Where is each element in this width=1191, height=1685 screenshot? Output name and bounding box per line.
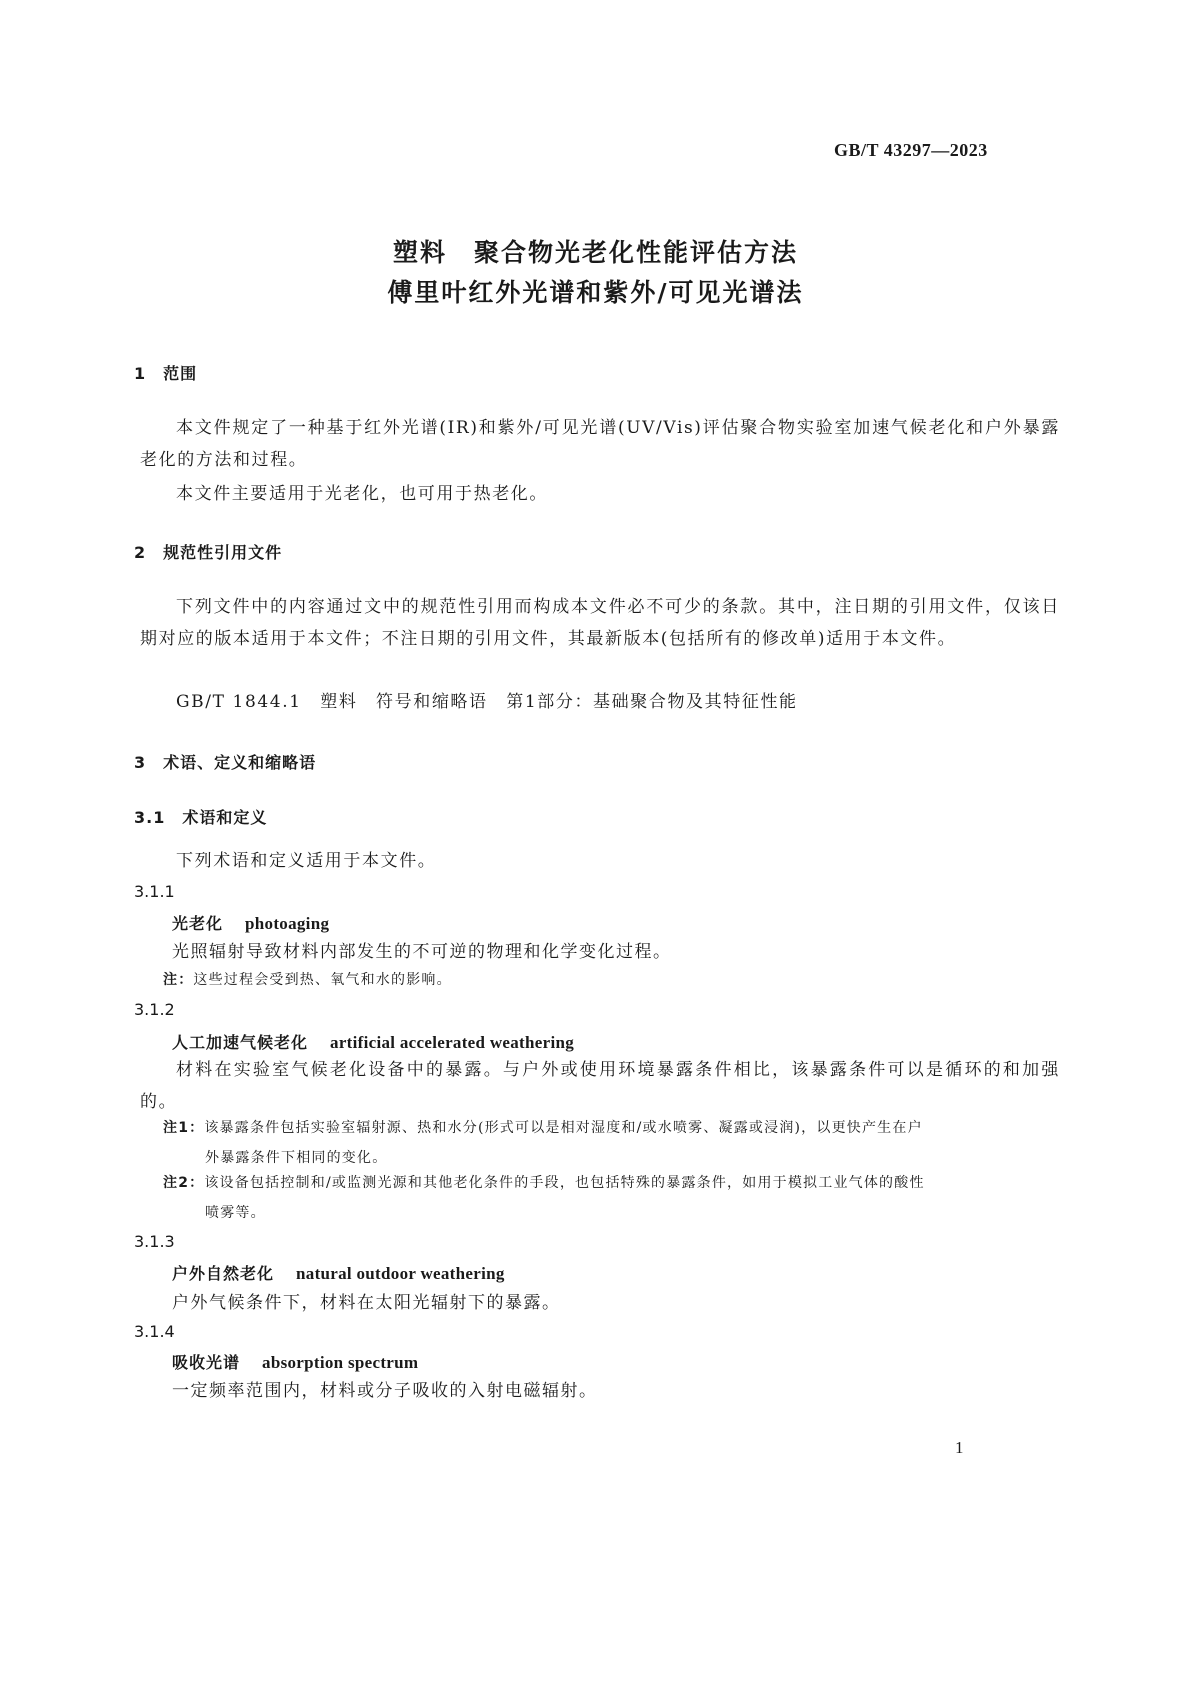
section-2-heading: 2 规范性引用文件 bbox=[134, 543, 283, 562]
term-number: 3.1.3 bbox=[134, 1232, 175, 1251]
note-label: 注1： bbox=[163, 1120, 205, 1136]
term-english: artificial accelerated weathering bbox=[330, 1033, 575, 1052]
term-english: photoaging bbox=[245, 914, 330, 933]
term-note bbox=[163, 966, 452, 994]
note-text: 这些过程会受到热、氧气和水的影响。 bbox=[193, 972, 452, 988]
note-text: 该暴露条件包括实验室辐射源、热和水分(形式可以是相对湿度和/或水喷雾、凝露或浸润)，以更快产生在户 bbox=[204, 1120, 923, 1136]
term-chinese: 光老化 bbox=[172, 914, 224, 933]
term-note-2 bbox=[163, 1168, 1038, 1228]
term-chinese: 户外自然老化 bbox=[172, 1264, 275, 1283]
section-1-heading: 1 范围 bbox=[134, 364, 198, 383]
term-note-1 bbox=[163, 1113, 1038, 1173]
note-text-continued: 喷雾等。 bbox=[205, 1205, 266, 1221]
normative-reference: GB/T 1844.1 塑料 符号和缩略语 第1部分：基础聚合物及其特征性能 bbox=[176, 692, 798, 712]
term-number: 3.1.4 bbox=[134, 1322, 175, 1341]
term-english: absorption spectrum bbox=[262, 1353, 419, 1372]
document-title-line1: 塑料 聚合物光老化性能评估方法 bbox=[392, 238, 798, 267]
term-definition: 材料在实验室气候老化设备中的暴露。与户外或使用环境暴露条件相比，该暴露条件可以是循环的和加强的。 bbox=[140, 1060, 1060, 1112]
document-title-line2: 傅里叶红外光谱和紫外/可见光谱法 bbox=[387, 278, 804, 307]
term-chinese: 吸收光谱 bbox=[172, 1353, 241, 1372]
term-title bbox=[172, 1350, 418, 1373]
section-1-paragraph-2: 本文件主要适用于光老化，也可用于热老化。 bbox=[176, 484, 548, 504]
section-3-1-heading: 3.1 术语和定义 bbox=[134, 808, 268, 827]
term-definition: 一定频率范围内，材料或分子吸收的入射电磁辐射。 bbox=[172, 1381, 598, 1401]
term-number: 3.1.2 bbox=[134, 1000, 175, 1019]
term-chinese: 人工加速气候老化 bbox=[172, 1033, 309, 1052]
term-definition: 光照辐射导致材料内部发生的不可逆的物理和化学变化过程。 bbox=[172, 942, 672, 962]
term-title bbox=[172, 911, 329, 934]
term-title bbox=[172, 1030, 574, 1053]
section-2-paragraph: 下列文件中的内容通过文中的规范性引用而构成本文件必不可少的条款。其中，注日期的引用文件，仅该日期对应的版本适用于本文件；不注日期的引用文件，其最新版本(包括所有的修改单)适用于本文件。 bbox=[140, 597, 1060, 649]
term-number: 3.1.1 bbox=[134, 882, 175, 901]
standard-code: GB/T 43297—2023 bbox=[834, 140, 988, 160]
term-title bbox=[172, 1261, 505, 1284]
term-english: natural outdoor weathering bbox=[296, 1264, 505, 1283]
section-3-1-intro: 下列术语和定义适用于本文件。 bbox=[176, 851, 437, 871]
note-label: 注： bbox=[163, 972, 194, 988]
note-label: 注2： bbox=[163, 1175, 205, 1191]
note-text: 该设备包括控制和/或监测光源和其他老化条件的手段，也包括特殊的暴露条件，如用于模拟工业气体的酸性 bbox=[204, 1175, 925, 1191]
term-definition: 户外气候条件下，材料在太阳光辐射下的暴露。 bbox=[172, 1293, 561, 1313]
section-1-paragraph-1: 本文件规定了一种基于红外光谱(IR)和紫外/可见光谱(UV/Vis)评估聚合物实验室加速气候老化和户外暴露老化的方法和过程。 bbox=[140, 418, 1060, 470]
note-text-continued: 外暴露条件下相同的变化。 bbox=[205, 1150, 388, 1166]
section-3-heading: 3 术语、定义和缩略语 bbox=[134, 753, 317, 772]
page-number: 1 bbox=[955, 1438, 964, 1457]
